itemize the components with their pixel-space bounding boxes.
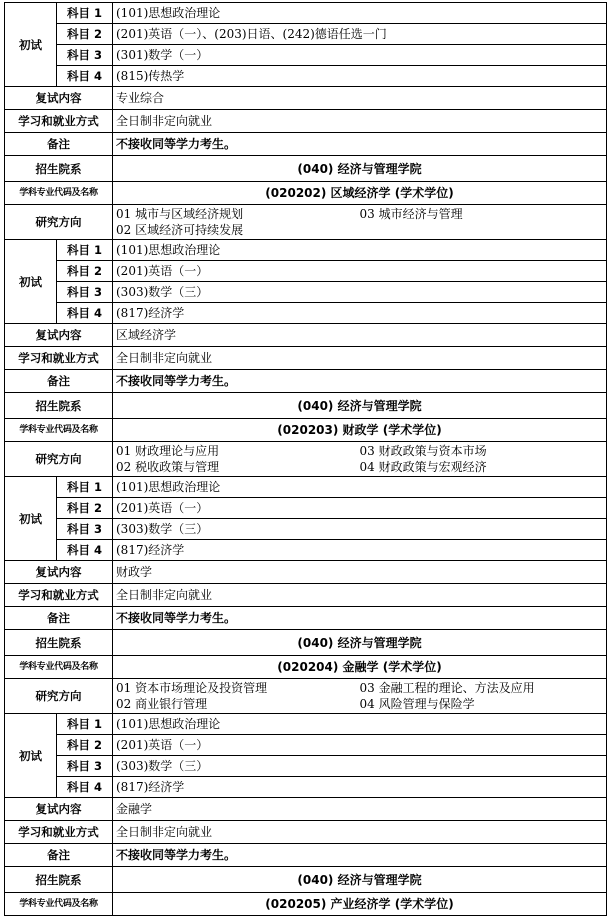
direction-item: 02 商业银行管理 [116,697,208,711]
subject-label: 科目 3 [57,519,113,540]
note-value: 不接收同等学力考生。 [113,607,607,630]
study-mode-value: 全日制非定向就业 [113,110,607,133]
admission-table [4,2,607,916]
exam-label: 初试 [5,477,57,561]
direction-item: 01 资本市场理论及投资管理 [116,681,268,695]
subject-label: 科目 2 [57,735,113,756]
major-code-value: (020205) 产业经济学 (学术学位) [113,893,607,916]
direction-item: 03 财政政策与资本市场 [359,444,487,458]
subject-label: 科目 2 [57,261,113,282]
subject-value: (101)思想政治理论 [113,477,607,498]
subject-label: 科目 4 [57,303,113,324]
retest-value: 区域经济学 [113,324,607,347]
subject-value: (201)英语（一） [113,261,607,282]
subject-label: 科目 2 [57,24,113,45]
department-value: (040) 经济与管理学院 [113,393,607,419]
department-label: 招生院系 [5,630,113,656]
major-code-value: (020202) 区域经济学 (学术学位) [113,182,607,205]
note-value: 不接收同等学力考生。 [113,370,607,393]
direction-item: 01 城市与区域经济规划 [116,207,244,221]
subject-label: 科目 2 [57,498,113,519]
direction-item: 04 风险管理与保险学 [359,697,475,711]
subject-value: (301)数学（一） [113,45,607,66]
research-directions [113,679,607,714]
department-value: (040) 经济与管理学院 [113,156,607,182]
subject-value: (817)经济学 [113,303,607,324]
subject-label: 科目 1 [57,240,113,261]
direction-item: 01 财政理论与应用 [116,444,220,458]
exam-label: 初试 [5,3,57,87]
note-label: 备注 [5,370,113,393]
study-mode-label: 学习和就业方式 [5,110,113,133]
retest-value: 专业综合 [113,87,607,110]
subject-value: (817)经济学 [113,777,607,798]
subject-label: 科目 1 [57,714,113,735]
department-value: (040) 经济与管理学院 [113,867,607,893]
research-direction-label: 研究方向 [5,442,113,477]
direction-item: 03 城市经济与管理 [359,207,463,221]
direction-item: 02 区域经济可持续发展 [116,223,244,237]
department-label: 招生院系 [5,393,113,419]
study-mode-value: 全日制非定向就业 [113,821,607,844]
note-label: 备注 [5,844,113,867]
subject-value: (101)思想政治理论 [113,714,607,735]
retest-label: 复试内容 [5,324,113,347]
subject-value: (303)数学（三） [113,756,607,777]
direction-item: 04 财政政策与宏观经济 [359,460,487,474]
admission-catalog-sheet [4,2,606,916]
note-label: 备注 [5,607,113,630]
study-mode-label: 学习和就业方式 [5,584,113,607]
subject-label: 科目 3 [57,282,113,303]
major-code-label: 学科专业代码及名称 [5,893,113,916]
note-label: 备注 [5,133,113,156]
major-code-label: 学科专业代码及名称 [5,419,113,442]
subject-value: (815)传热学 [113,66,607,87]
subject-value: (201)英语（一） [113,498,607,519]
major-code-value: (020203) 财政学 (学术学位) [113,419,607,442]
research-directions [113,205,607,240]
research-direction-label: 研究方向 [5,679,113,714]
subject-value: (101)思想政治理论 [113,240,607,261]
research-directions [113,442,607,477]
subject-label: 科目 1 [57,3,113,24]
retest-label: 复试内容 [5,798,113,821]
study-mode-label: 学习和就业方式 [5,821,113,844]
research-direction-label: 研究方向 [5,205,113,240]
subject-label: 科目 3 [57,45,113,66]
study-mode-value: 全日制非定向就业 [113,584,607,607]
note-value: 不接收同等学力考生。 [113,844,607,867]
subject-value: (303)数学（三） [113,519,607,540]
direction-item: 02 税收政策与管理 [116,460,220,474]
subject-label: 科目 3 [57,756,113,777]
subject-value: (201)英语（一） [113,735,607,756]
subject-label: 科目 4 [57,777,113,798]
study-mode-value: 全日制非定向就业 [113,347,607,370]
major-code-value: (020204) 金融学 (学术学位) [113,656,607,679]
subject-value: (101)思想政治理论 [113,3,607,24]
subject-value: (303)数学（三） [113,282,607,303]
retest-label: 复试内容 [5,561,113,584]
exam-label: 初试 [5,714,57,798]
subject-label: 科目 1 [57,477,113,498]
department-label: 招生院系 [5,867,113,893]
department-value: (040) 经济与管理学院 [113,630,607,656]
department-label: 招生院系 [5,156,113,182]
retest-value: 金融学 [113,798,607,821]
retest-value: 财政学 [113,561,607,584]
exam-label: 初试 [5,240,57,324]
major-code-label: 学科专业代码及名称 [5,182,113,205]
note-value: 不接收同等学力考生。 [113,133,607,156]
study-mode-label: 学习和就业方式 [5,347,113,370]
subject-value: (201)英语（一）、(203)日语、(242)德语任选一门 [113,24,607,45]
subject-label: 科目 4 [57,540,113,561]
subject-value: (817)经济学 [113,540,607,561]
direction-item: 03 金融工程的理论、方法及应用 [359,681,535,695]
subject-label: 科目 4 [57,66,113,87]
major-code-label: 学科专业代码及名称 [5,656,113,679]
retest-label: 复试内容 [5,87,113,110]
